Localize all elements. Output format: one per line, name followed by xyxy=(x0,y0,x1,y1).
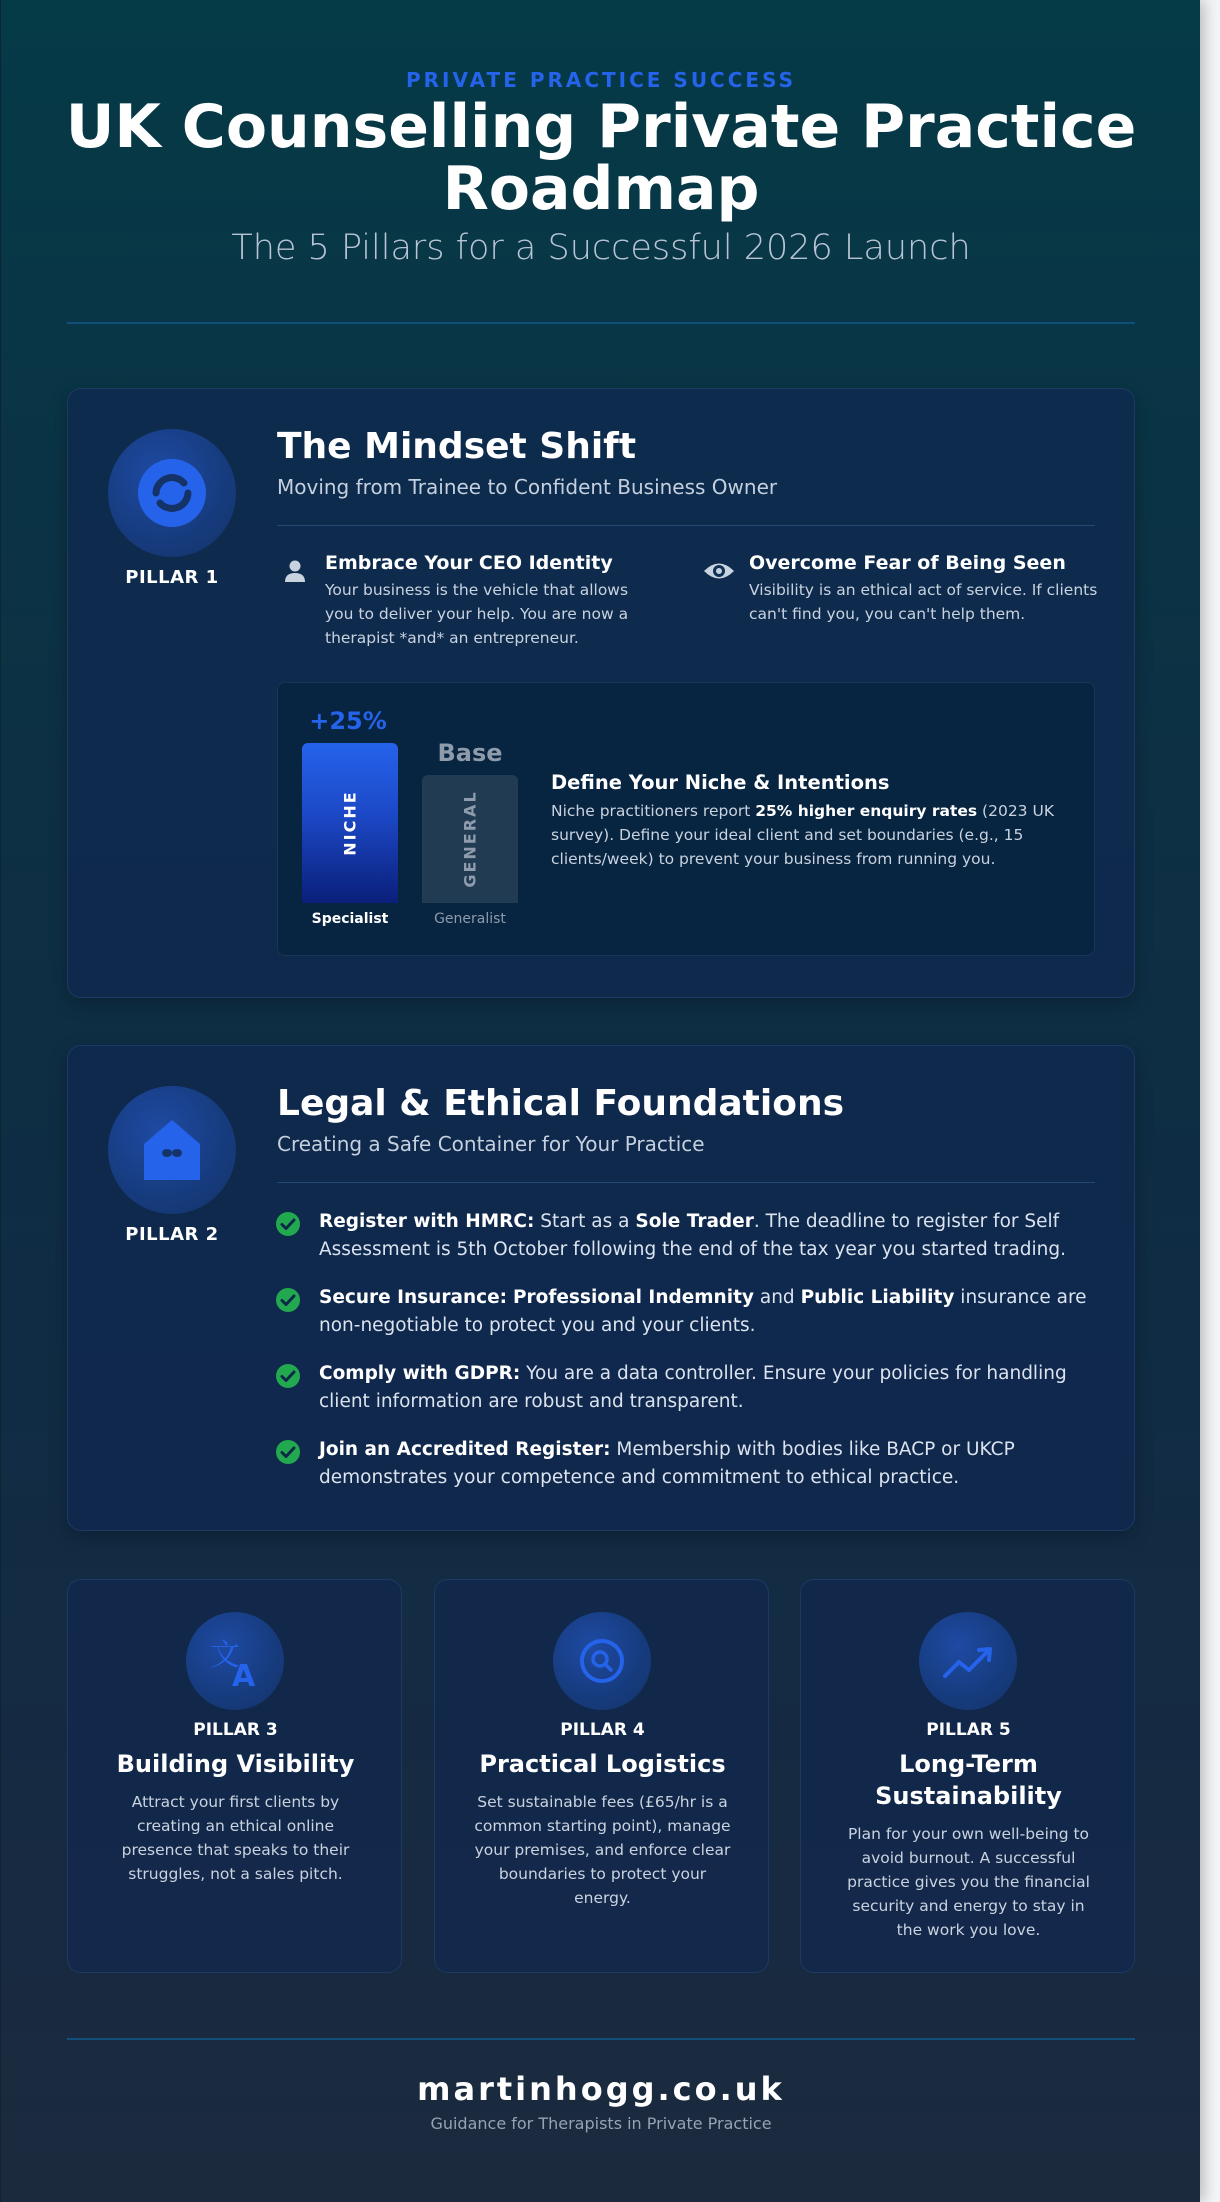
header-divider xyxy=(67,322,1135,324)
footer-brand[interactable]: martinhogg.co.uk xyxy=(417,2070,785,2108)
pillar-5-title: Long-Term Sustainability xyxy=(875,1750,1062,1810)
feature-ceo-body: Your business is the vehicle that allows you to deliver your help. You are now a therapist *and* an entrepreneur. xyxy=(325,581,629,647)
pillar-3-card xyxy=(67,1579,402,1973)
pillar-3-title: Building Visibility xyxy=(116,1750,355,1778)
pillar-3-label: PILLAR 3 xyxy=(193,1720,278,1740)
svg-text:文: 文 xyxy=(210,1638,240,1673)
pillar-4-icon-circle xyxy=(553,1612,651,1710)
feature-ceo-title: Embrace Your CEO Identity xyxy=(325,552,613,574)
pillar-5-card xyxy=(800,1579,1135,1973)
checklist-text-hmrc: Register with HMRC: Start as a Sole Trader. The deadline to register for Self Assessment is 5th October following the end of the tax year you started trading. xyxy=(319,1211,1067,1260)
translate-icon xyxy=(186,1612,284,1710)
pillar-2-subtitle: Creating a Safe Container for Your Practice xyxy=(277,1132,705,1156)
page-title: UK Counselling Private Practice Roadmap xyxy=(65,92,1137,224)
check-circle-icon xyxy=(275,1363,301,1389)
pillar-3-icon-circle xyxy=(186,1612,284,1710)
checklist-text-insurance: Secure Insurance: Professional Indemnity and Public Liability insurance are non-negotiable to protect you and your clients. xyxy=(319,1287,1087,1336)
pillar-5-label: PILLAR 5 xyxy=(926,1720,1011,1740)
check-circle-icon xyxy=(275,1287,301,1313)
pillar-1-title: The Mindset Shift xyxy=(277,426,637,467)
person-icon xyxy=(280,556,310,586)
pillar-2-title: Legal & Ethical Foundations xyxy=(277,1083,845,1124)
svg-text:A: A xyxy=(232,1659,256,1694)
feature-visibility-title: Overcome Fear of Being Seen xyxy=(749,552,1066,574)
general-bar-value: Base xyxy=(437,739,503,767)
pillar-1-icon-circle xyxy=(108,429,236,557)
house-icon xyxy=(108,1086,236,1214)
checklist-text-register: Join an Accredited Register: Membership with bodies like BACP or UKCP demonstrates your competence and commitment to ethical practice. xyxy=(319,1439,1015,1488)
pillar-4-label: PILLAR 4 xyxy=(560,1720,645,1740)
niche-bar-text: NICHE xyxy=(340,790,360,856)
pillar-2-card xyxy=(67,1045,1135,1531)
niche-title: Define Your Niche & Intentions xyxy=(551,771,890,794)
general-bar xyxy=(422,775,518,903)
pillar-1-subtitle: Moving from Trainee to Confident Business Owner xyxy=(277,475,778,499)
pillar-4-title: Practical Logistics xyxy=(479,1750,726,1778)
general-bar-caption: Generalist xyxy=(434,911,506,927)
refresh-icon xyxy=(108,429,236,557)
footer-divider xyxy=(67,2038,1135,2040)
general-bar-text: GENERAL xyxy=(460,790,480,888)
feature-visibility-body: Visibility is an ethical act of service. If clients can't find you, you can't help them. xyxy=(749,581,1098,623)
check-circle-icon xyxy=(275,1211,301,1237)
footer-tagline: Guidance for Therapists in Private Practice xyxy=(430,2114,772,2133)
pillar-1-divider xyxy=(277,525,1095,526)
search-icon xyxy=(553,1612,651,1710)
pillar-3-body: Attract your first clients by creating an ethical online presence that speaks to their struggles, not a sales pitch. xyxy=(121,1793,350,1883)
niche-bar-value: +25% xyxy=(309,707,387,735)
pillar-1-label: PILLAR 1 xyxy=(125,567,219,588)
pillar-4-card xyxy=(434,1579,769,1973)
trending-up-icon xyxy=(919,1612,1017,1710)
pillar-5-icon-circle xyxy=(919,1612,1017,1710)
pillar-5-body: Plan for your own well-being to avoid burnout. A successful practice gives you the financial security and energy to stay in the work you love. xyxy=(847,1825,1090,1939)
pillar-1-card xyxy=(67,388,1135,998)
checklist-text-gdpr: Comply with GDPR: You are a data controller. Ensure your policies for handling client information are robust and transparent. xyxy=(319,1363,1067,1412)
check-circle-icon xyxy=(275,1439,301,1465)
pillar-2-label: PILLAR 2 xyxy=(125,1224,219,1245)
page-subtitle: The 5 Pillars for a Successful 2026 Launch xyxy=(231,228,971,268)
pillar-2-icon-circle xyxy=(108,1086,236,1214)
eye-icon xyxy=(702,556,732,586)
eyebrow-text: PRIVATE PRACTICE SUCCESS xyxy=(406,68,796,92)
niche-bar xyxy=(302,743,398,903)
pillar-2-divider xyxy=(277,1182,1095,1183)
niche-comparison-box xyxy=(277,682,1095,956)
pillar-4-body: Set sustainable fees (£65/hr is a common starting point), manage your premises, and enforce clear boundaries to protect your energy. xyxy=(474,1793,731,1907)
niche-body: Niche practitioners report 25% higher enquiry rates (2023 UK survey). Define your ideal client and set boundaries (e.g., 15 clients/week) to prevent your business from running you. xyxy=(551,802,1054,868)
niche-bar-caption: Specialist xyxy=(311,911,389,927)
